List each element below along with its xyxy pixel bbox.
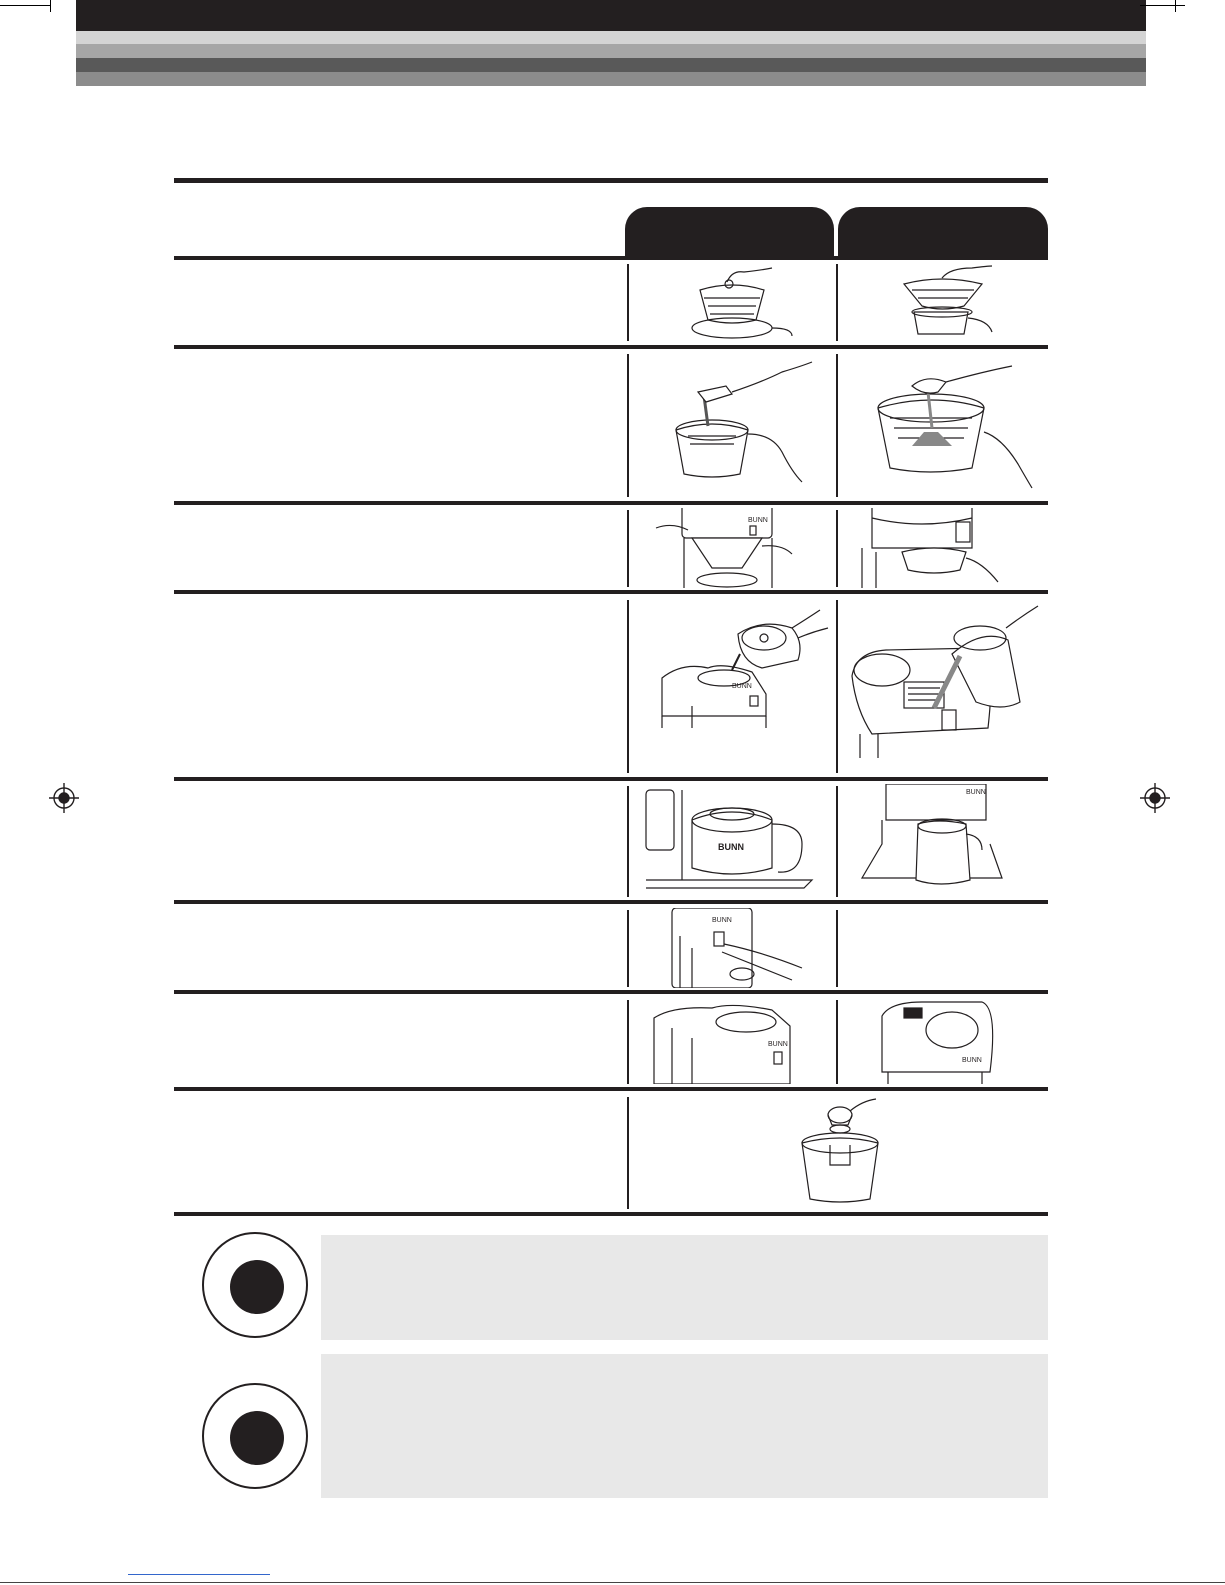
column-separator xyxy=(627,600,629,773)
place-carafe-thermal-illustration xyxy=(842,784,1046,896)
svg-text:BUNN: BUNN xyxy=(732,683,752,690)
note-text xyxy=(321,1354,1048,1386)
slide-funnel-thermal-illustration xyxy=(842,508,1046,588)
crop-mark xyxy=(1175,0,1176,12)
header-stripe xyxy=(76,44,1146,58)
crop-mark xyxy=(1140,5,1185,6)
row-divider xyxy=(174,1087,1048,1091)
column-separator xyxy=(627,1000,629,1084)
insert-filter-thermal-illustration xyxy=(842,262,1046,342)
column-separator xyxy=(627,354,629,497)
column-separator xyxy=(627,910,629,987)
registration-mark-icon xyxy=(49,783,79,813)
svg-text:BUNN: BUNN xyxy=(966,789,986,796)
place-decanter-glass-illustration xyxy=(632,784,834,896)
insert-filter-glass-illustration xyxy=(632,262,834,342)
row-divider xyxy=(174,590,1048,594)
table-top-rule xyxy=(174,178,1048,183)
header-stripe xyxy=(76,58,1146,72)
column-separator xyxy=(836,354,838,497)
press-switch-glass-illustration xyxy=(632,908,834,988)
row-divider xyxy=(174,900,1048,904)
add-coffee-glass-illustration xyxy=(632,352,834,498)
row-divider xyxy=(174,777,1048,781)
crop-mark xyxy=(0,5,50,6)
footer-trim-line xyxy=(0,1582,1225,1583)
column-separator xyxy=(627,1097,629,1209)
svg-text:BUNN: BUNN xyxy=(748,517,768,524)
column-header-thermal xyxy=(838,207,1048,257)
svg-text:BUNN: BUNN xyxy=(962,1057,982,1064)
pour-water-glass-illustration xyxy=(632,598,834,774)
pour-water-thermal-illustration xyxy=(842,598,1046,774)
add-coffee-thermal-illustration xyxy=(842,352,1046,498)
row-divider xyxy=(174,990,1048,994)
column-header-glass xyxy=(625,207,834,257)
row-divider xyxy=(174,256,1048,260)
column-separator xyxy=(836,910,838,987)
remove-sprayhead-illustration xyxy=(632,1095,1048,1209)
row-divider xyxy=(174,345,1048,349)
column-separator xyxy=(836,264,838,341)
header-stripe xyxy=(76,31,1146,44)
crop-mark xyxy=(50,0,51,12)
header-bar xyxy=(76,0,1146,31)
row-divider xyxy=(174,501,1048,505)
note-box xyxy=(321,1235,1048,1340)
close-lid-glass-illustration xyxy=(632,998,834,1084)
footer-link-underline xyxy=(128,1574,270,1575)
caution-badge-icon xyxy=(202,1232,308,1338)
column-separator xyxy=(627,264,629,341)
svg-text:BUNN: BUNN xyxy=(718,842,744,852)
header-stripe xyxy=(76,72,1146,86)
column-separator xyxy=(836,786,838,897)
caution-badge-icon xyxy=(202,1383,308,1489)
column-separator xyxy=(627,786,629,897)
column-separator xyxy=(836,600,838,773)
registration-mark-icon xyxy=(1140,783,1170,813)
note-text xyxy=(321,1235,1048,1267)
column-separator xyxy=(836,1000,838,1084)
slide-funnel-glass-illustration xyxy=(632,508,834,588)
svg-text:BUNN: BUNN xyxy=(712,917,732,924)
table-bottom-rule xyxy=(174,1212,1048,1216)
svg-text:BUNN: BUNN xyxy=(768,1041,788,1048)
column-separator xyxy=(836,510,838,587)
close-lid-thermal-illustration xyxy=(842,998,1046,1084)
column-separator xyxy=(627,510,629,587)
note-box xyxy=(321,1354,1048,1498)
